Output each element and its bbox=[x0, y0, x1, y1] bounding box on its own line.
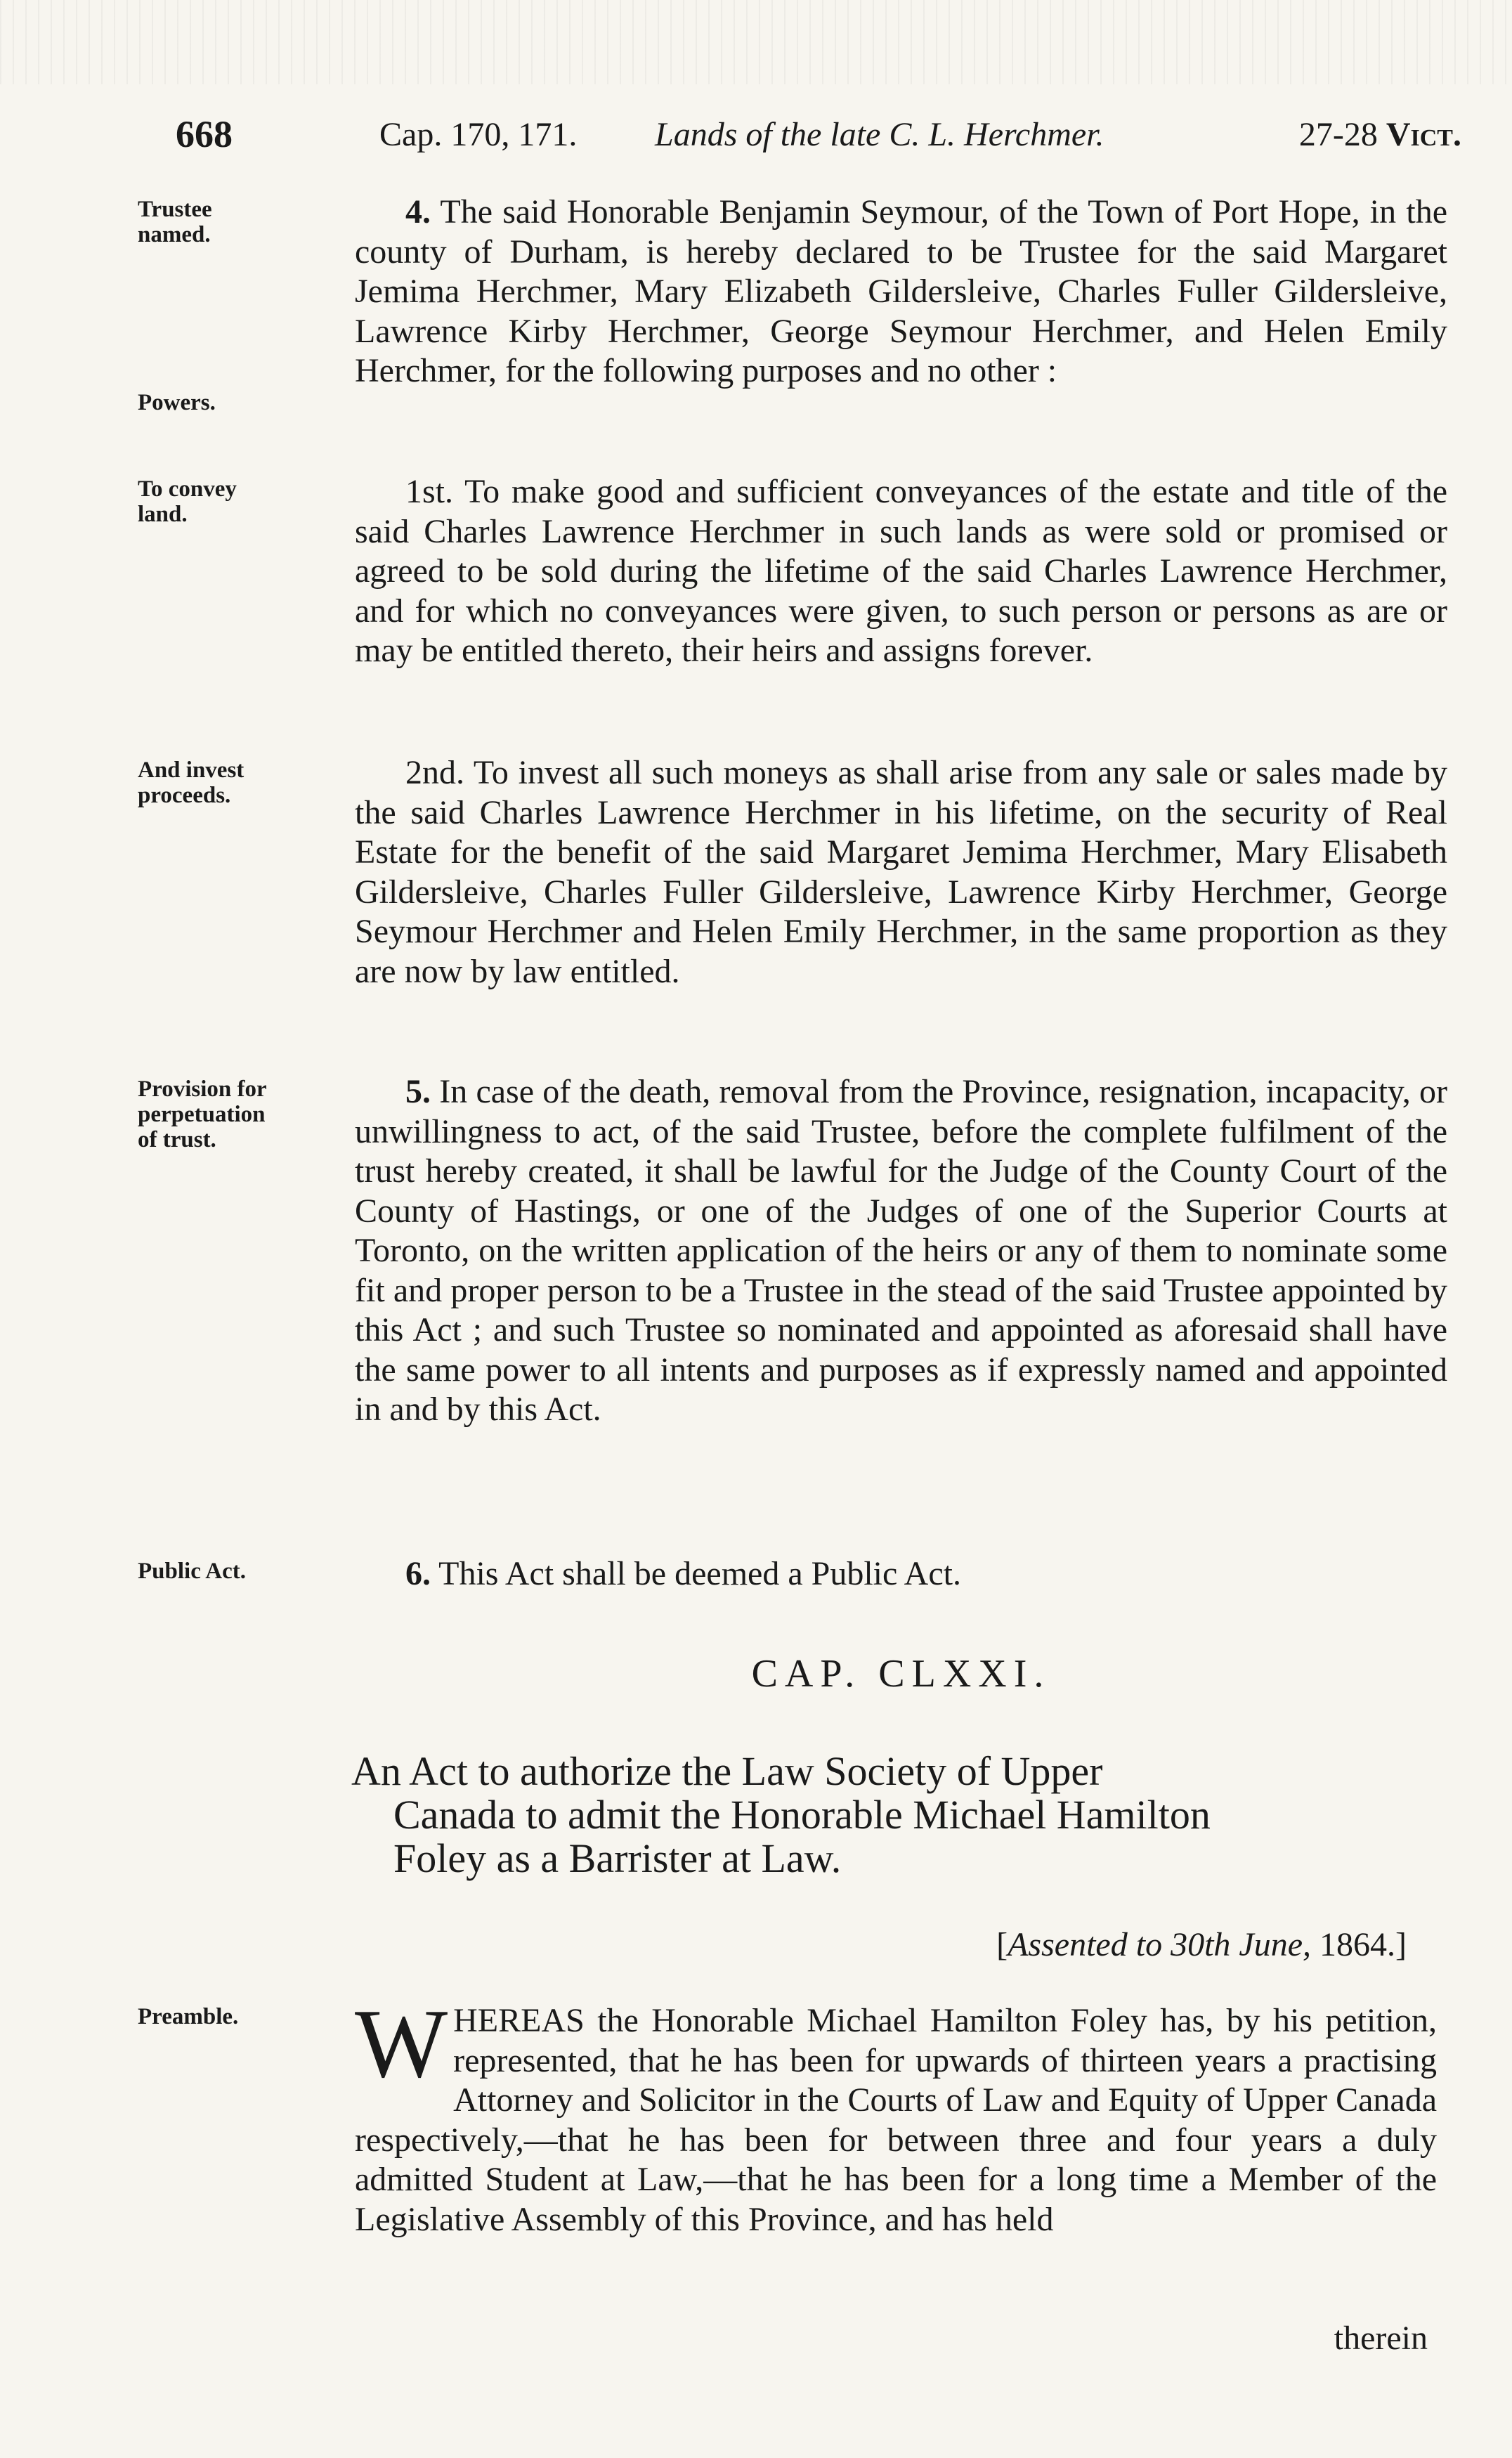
assent-open-bracket: [ bbox=[996, 1926, 1008, 1963]
margin-note-trustee-named: Trustee named. bbox=[138, 197, 212, 247]
section-4 bbox=[355, 193, 1447, 391]
margin-note-and-invest-proceeds: And invest proceeds. bbox=[138, 757, 245, 808]
section-4-first-number: 1st. bbox=[405, 473, 454, 510]
regnal-years: 27-28 bbox=[1298, 116, 1378, 153]
section-4-text: The said Honorable Benjamin Seymour, of the Town of Port Hope, in the county of Durham, is hereby declared to be Trustee for the said Margaret Jemima Herchmer, Mary Elizabeth Gildersleive, Charles Fuller Gildersleive, Lawrence Kirby Herchmer, George Seymour Herchmer, and Helen Emily Herchmer, for the following purposes and no other : bbox=[355, 193, 1448, 389]
section-4-number: 4. bbox=[405, 193, 431, 230]
margin-note-to-convey-land: To convey land. bbox=[138, 476, 237, 527]
preamble-lead: HEREAS bbox=[453, 2002, 585, 2039]
section-5 bbox=[355, 1072, 1447, 1430]
chapter-heading: CAP. CLXXI. bbox=[751, 1652, 1051, 1696]
margin-note-preamble: Preamble. bbox=[138, 2004, 239, 2029]
assent-date bbox=[996, 1925, 1407, 1964]
section-4-first bbox=[355, 472, 1447, 671]
act-title-line-2: Canada to admit the Honorable Michael Hamilton bbox=[393, 1792, 1211, 1838]
scan-edge-artifact bbox=[0, 0, 1512, 84]
assent-text: Assented to 30th June, bbox=[1008, 1926, 1312, 1963]
assent-year: 1864. bbox=[1319, 1926, 1396, 1963]
section-5-text: In case of the death, removal from the Province, resignation, incapacity, or unwillingness to act, of the said Trustee, before the complete fulfilment of the trust hereby created, it shall be lawful for the Judge of the County Court of the County of Hastings, or one of the Judges of one of the Superior Courts at Toronto, on the written application of the heirs or any of them to nominate some fit and proper person to be a Trustee in the stead of the said Trustee appointed by this Act ; and such Trustee so nominated and appointed as aforesaid shall have the same power to all intents and purposes as if expressly named and appointed in and by this Act. bbox=[355, 1073, 1448, 1428]
section-6-number: 6. bbox=[405, 1555, 431, 1592]
catchword: therein bbox=[1334, 2320, 1428, 2357]
page-number: 668 bbox=[176, 113, 233, 155]
margin-note-provision-perpetuation: Provision for perpetuation of trust. bbox=[138, 1077, 267, 1152]
regnal-vict: Vict. bbox=[1386, 116, 1461, 153]
header-regnal-year bbox=[1299, 115, 1461, 154]
section-6 bbox=[355, 1554, 1447, 1594]
section-5-number: 5. bbox=[405, 1073, 431, 1110]
preamble-dropcap: W bbox=[355, 1989, 448, 2098]
margin-note-powers: Powers. bbox=[138, 390, 216, 415]
act-title bbox=[351, 1750, 1433, 1880]
section-4-second-number: 2nd. bbox=[405, 754, 464, 791]
assent-close-bracket: ] bbox=[1395, 1926, 1407, 1963]
header-chapter-ref: Cap. 170, 171. bbox=[379, 116, 578, 153]
section-4-first-text: To make good and sufficient conveyances of the estate and title of the said Charles Lawrence Herchmer in such lands as were sold or promised or agreed to be sold during the lifetime of the said Charles Lawrence Herchmer, and for which no conveyances were given, to such person or persons as are or may be entitled thereto, their heirs and assigns forever. bbox=[355, 473, 1447, 669]
running-header bbox=[176, 105, 1461, 162]
section-4-second bbox=[355, 753, 1447, 991]
preamble-paragraph bbox=[355, 1989, 1437, 2239]
preamble-text: the Honorable Michael Hamilton Foley has, by his petition, represented, that he has been for upwards of thirteen years a practising Attorney and Solicitor in the Courts of Law and Equity of Upper Canada respectively,—that he has been for between three and four years a duly admitted Student at Law,—that he has been for a long time a Member of the Legislative Assembly of this Province, and has held bbox=[355, 2002, 1437, 2238]
section-6-text: This Act shall be deemed a Public Act. bbox=[438, 1555, 961, 1592]
header-title: Lands of the late C. L. Herchmer. bbox=[655, 116, 1104, 153]
act-title-line-3: Foley as a Barrister at Law. bbox=[393, 1835, 842, 1881]
section-4-second-text: To invest all such moneys as shall arise from any sale or sales made by the said Charles Lawrence Herchmer in his lifetime, on the security of Real Estate for the benefit of the said Margaret Jemima Herchmer, Mary Elisabeth Gildersleive, Charles Fuller Gildersleive, Lawrence Kirby Herchmer, George Seymour Herchmer and Helen Emily Herchmer, in the same proportion as they are now by law entitled. bbox=[355, 754, 1448, 990]
act-title-line-1: An Act to authorize the Law Society of Upper bbox=[351, 1748, 1103, 1794]
margin-note-public-act: Public Act. bbox=[138, 1559, 246, 1584]
